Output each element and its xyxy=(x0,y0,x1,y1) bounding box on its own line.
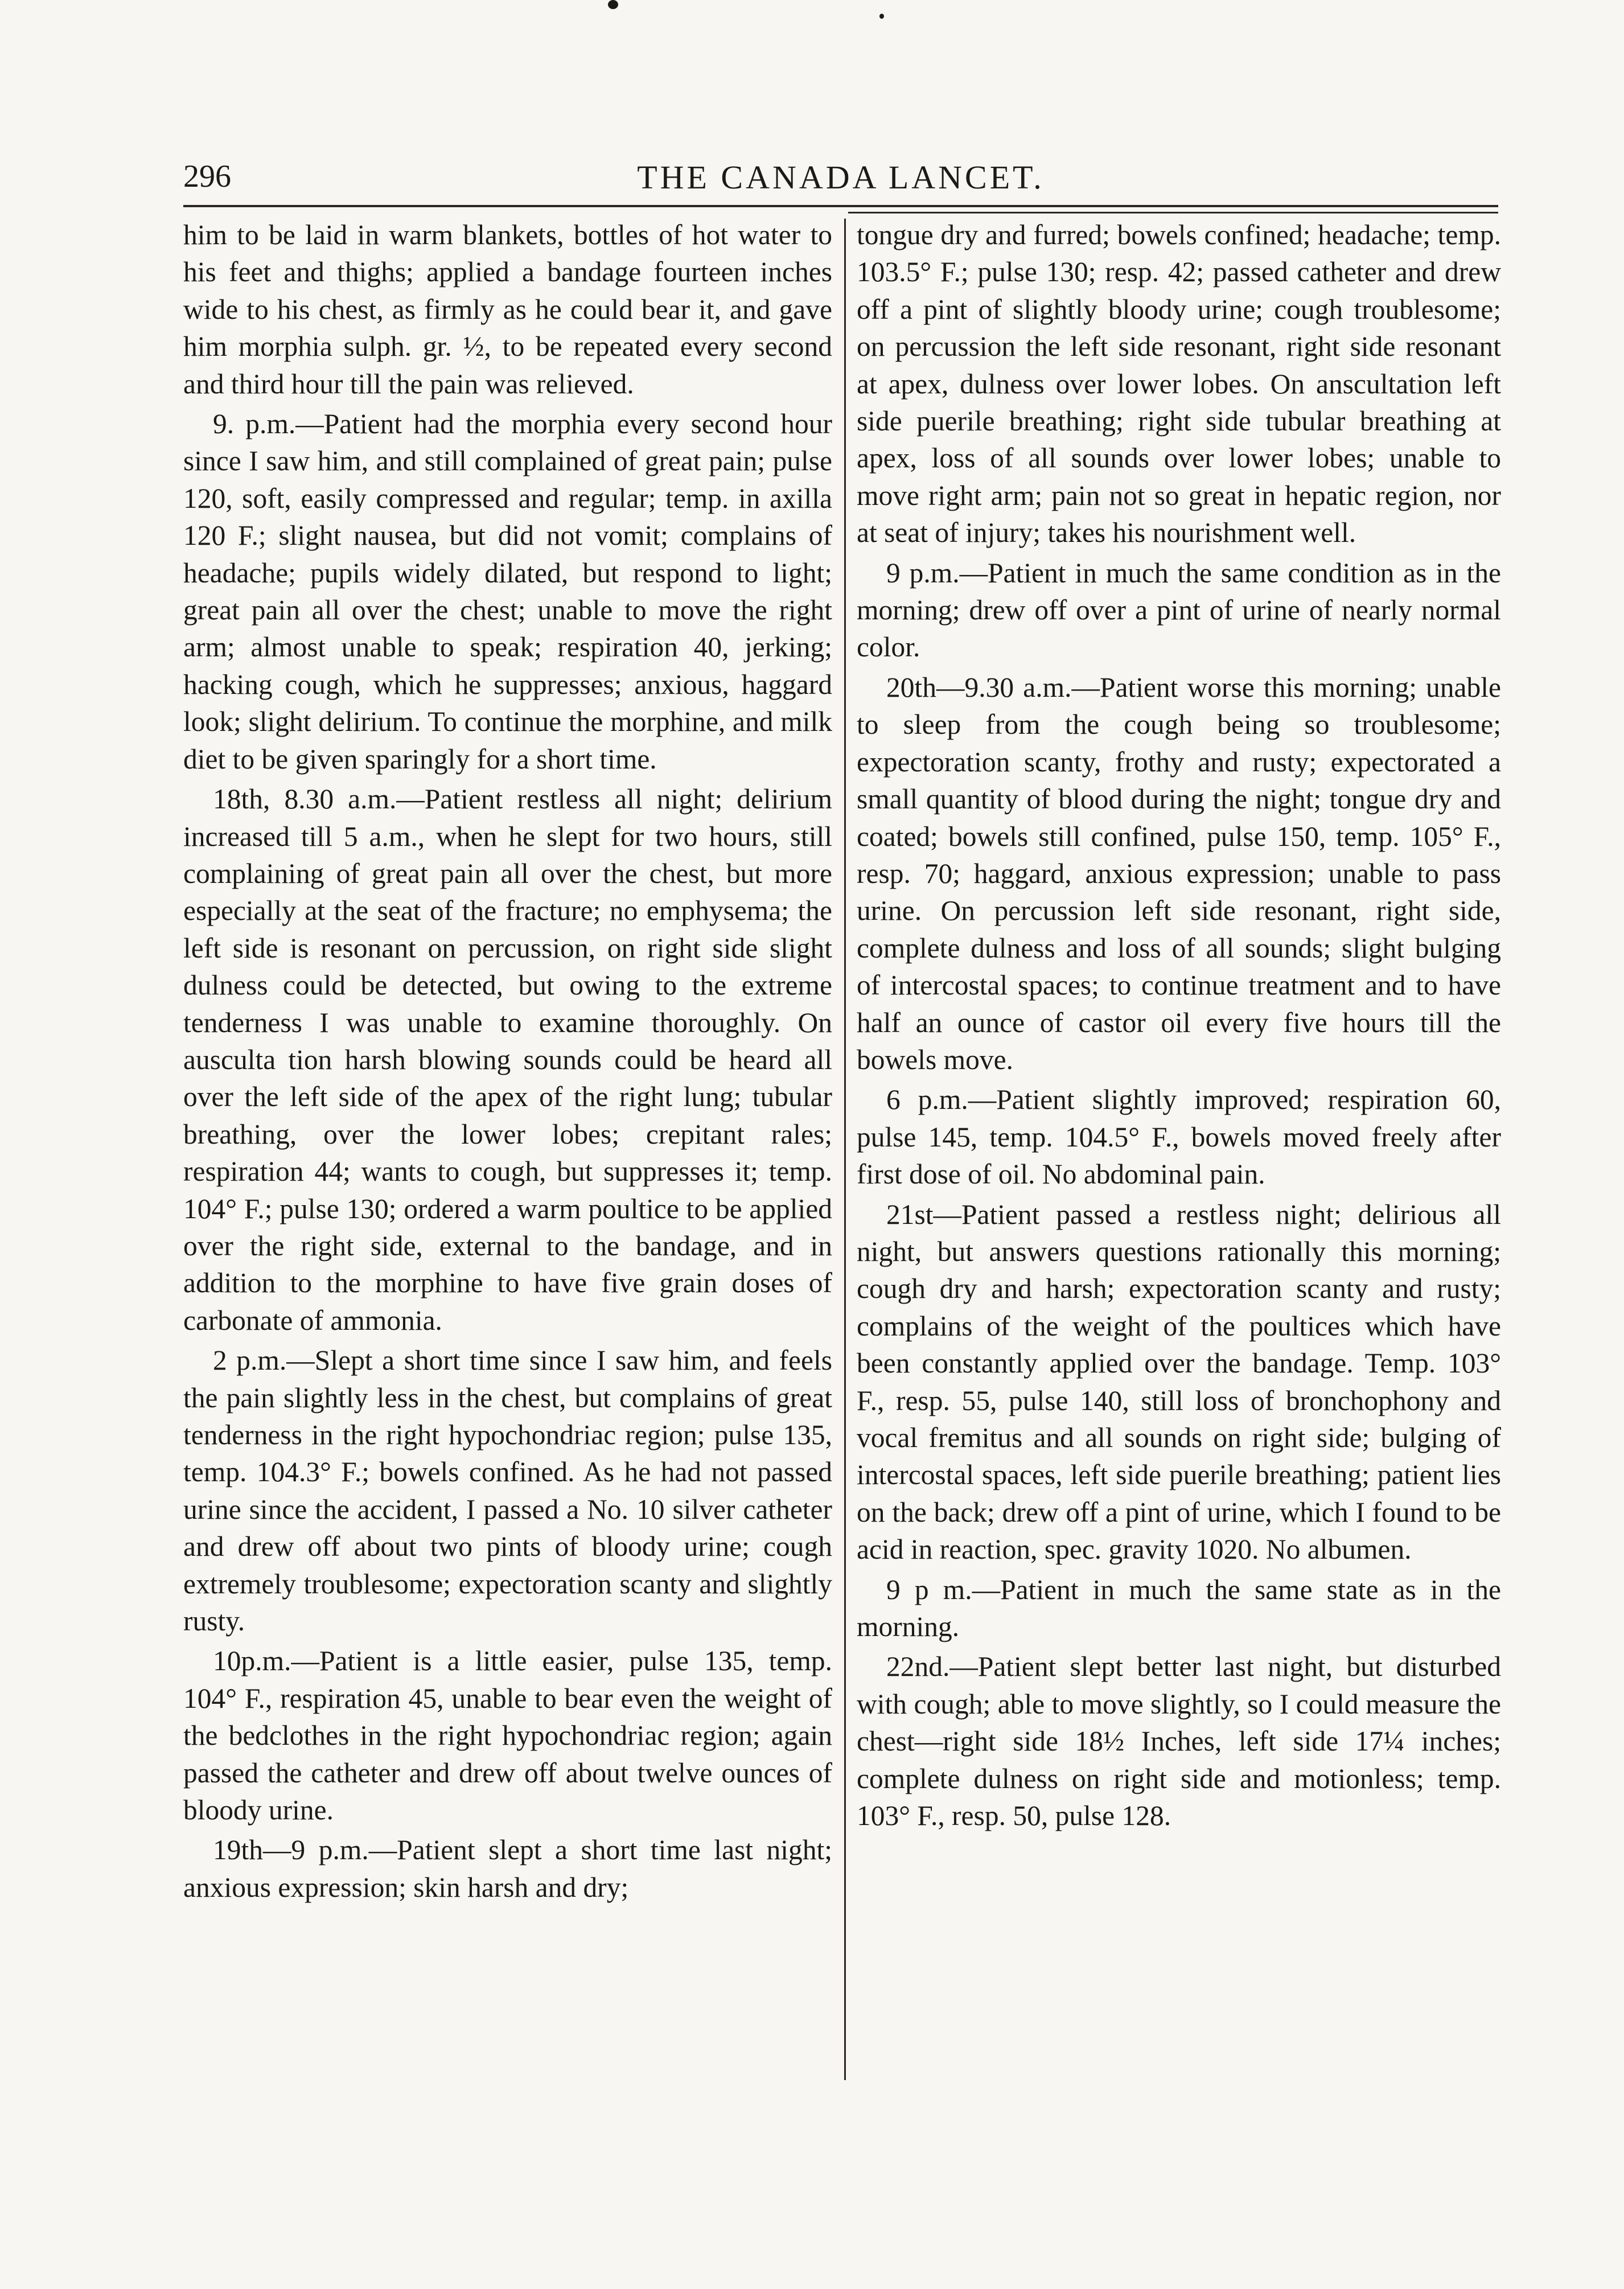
paragraph: 2 p.m.—Slept a short time since I saw him, and feels the pain slightly less in the chest, but complains of great tenderness in the right hypochondriac region; pulse 135, temp. 104.3° F.; bowels confined. As he had not passed urine since the accident, I passed a No. 10 silver catheter and drew off about two pints of bloody urine; cough extremely troublesome; expectoration scanty and slightly rusty. xyxy=(183,1345,832,1637)
paragraph: 9 p m.—Patient in much the same state as in the morning. xyxy=(857,1573,1501,1643)
journal-title: THE CANADA LANCET. xyxy=(637,159,1045,196)
column-divider xyxy=(844,219,846,2080)
paragraph: him to be laid in warm blankets, bottles of hot water to his feet and thighs; applied a bandage fourteen inches wide to his chest, as firmly as he could bear it, and gave him morphia sulph. gr. ½, to be repeated every second and third hour till the pain was relieved. xyxy=(183,219,832,400)
header-rule-secondary xyxy=(848,212,1498,213)
paragraph: 21st—Patient passed a restless night; delirious all night, but answers questions rationally this morning; cough dry and harsh; expectoration scanty and rusty; complains of the weight of the poultices which have been constantly applied over the bandage. Temp. 103° F., resp. 55, pulse 140, still loss of bronchophony and vocal fremitus and all sounds on right side; bulging of intercostal spaces, left side puerile breathing; patient lies on the back; drew off a pint of urine, which I found to be acid in reaction, spec. gravity 1020. No albumen. xyxy=(857,1198,1501,1565)
header-rule xyxy=(183,205,1498,207)
ink-speck xyxy=(879,14,884,19)
paragraph: 18th, 8.30 a.m.—Patient restless all night; delirium increased till 5 a.m., when he slept for two hours, still complaining of great pain all over the chest, but more especially at the seat of the fracture; no emphysema; the left side is resonant on percussion, on right side slight dulness could be detected, but owing to the extreme tenderness I was unable to examine thoroughly. On ausculta tion harsh blowing sounds could be heard all over the left side of the apex of the right lung; tubular breathing, over the lower lobes; crepitant rales; respiration 44; wants to cough, but suppresses it; temp. 104° F.; pulse 130; ordered a warm poultice to be applied over the right side, external to the bandage, and in addition to the morphine to have five grain doses of carbonate of ammonia. xyxy=(183,783,832,1336)
left-column xyxy=(183,216,832,1909)
paragraph: 9 p.m.—Patient in much the same condition as in the morning; drew off over a pint of urine of nearly normal color. xyxy=(857,557,1501,663)
paragraph: 6 p.m.—Patient slightly improved; respiration 60, pulse 145, temp. 104.5° F., bowels moved freely after first dose of oil. No abdominal pain. xyxy=(857,1084,1501,1190)
page-header xyxy=(183,158,1498,204)
paragraph: 9. p.m.—Patient had the morphia every second hour since I saw him, and still complained of great pain; pulse 120, soft, easily compressed and regular; temp. in axilla 120 F.; slight nausea, but did not vomit; complains of headache; pupils widely dilated, but respond to light; great pain all over the chest; unable to move the right arm; almost unable to speak; respiration 40, jerking; hacking cough, which he suppresses; anxious, haggard look; slight delirium. To continue the morphine, and milk diet to be given sparingly for a short time. xyxy=(183,408,832,775)
paragraph: tongue dry and furred; bowels confined; headache; temp. 103.5° F.; pulse 130; resp. 42; passed catheter and drew off a pint of slightly bloody urine; cough troublesome; on percussion the left side resonant, right side resonant at apex, dulness over lower lobes. On anscultation left side puerile breathing; right side tubular breathing at apex, loss of all sounds over lower lobes; unable to move right arm; pain not so great in hepatic region, nor at seat of injury; takes his nourishment well. xyxy=(857,219,1501,549)
page-number: 296 xyxy=(183,159,231,194)
paragraph: 19th—9 p.m.—Patient slept a short time last night; anxious expression; skin harsh and dry; xyxy=(183,1834,832,1903)
paragraph: 20th—9.30 a.m.—Patient worse this morning; unable to sleep from the cough being so troublesome; expectoration scanty, frothy and rusty; expectorated a small quantity of blood during the night; tongue dry and coated; bowels still confined, pulse 150, temp. 105° F., resp. 70; haggard, anxious expression; unable to pass urine. On percussion left side resonant, right side, complete dulness and loss of all sounds; slight bulging of intercostal spaces; to continue treatment and to have half an ounce of castor oil every five hours till the bowels move. xyxy=(857,671,1501,1075)
paragraph: 10p.m.—Patient is a little easier, pulse 135, temp. 104° F., respiration 45, unable to bear even the weight of the bedclothes in the right hypochondriac region; again passed the catheter and drew off about twelve ounces of bloody urine. xyxy=(183,1645,832,1826)
right-column xyxy=(857,216,1501,1837)
ink-speck xyxy=(608,0,618,9)
paragraph: 22nd.—Patient slept better last night, but disturbed with cough; able to move slightly, so I could measure the chest—right side 18½ Inches, left side 17¼ inches; complete dulness on right side and motionless; temp. 103° F., resp. 50, pulse 128. xyxy=(857,1651,1501,1832)
